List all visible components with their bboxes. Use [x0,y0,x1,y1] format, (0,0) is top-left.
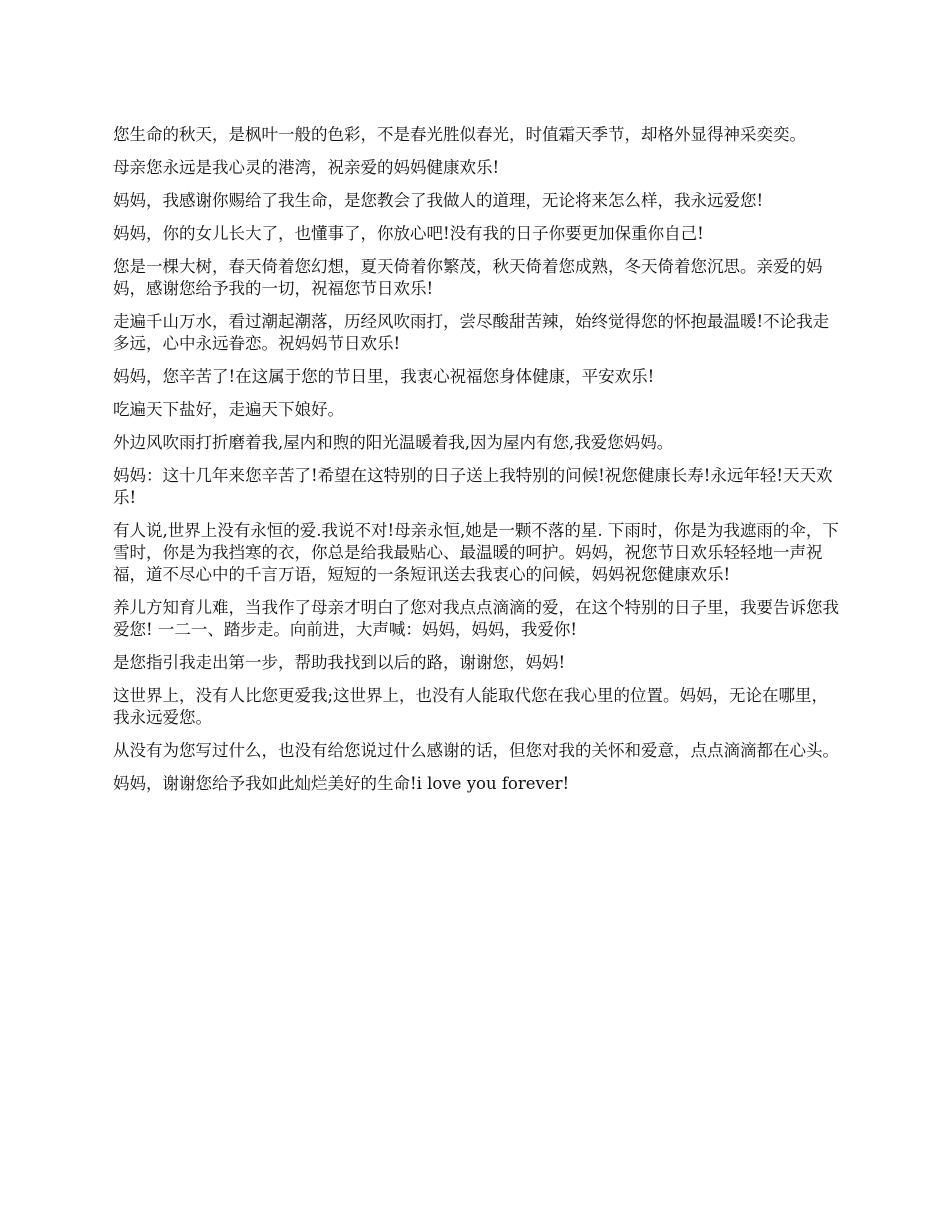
paragraph: 从没有为您写过什么，也没有给您说过什么感谢的话，但您对我的关怀和爱意，点点滴滴都在心头。 [113,741,839,760]
paragraph: 是您指引我走出第一步，帮助我找到以后的路，谢谢您，妈妈! [113,653,566,672]
paragraph: 走遍千山万水，看过潮起潮落，历经风吹雨打，尝尽酸甜苦辣，始终觉得您的怀抱最温暖!不论我走多远，心中永远眷恋。祝妈妈节日欢乐! [113,312,830,353]
paragraph: 有人说,世界上没有永恒的爱.我说不对!母亲永恒,她是一颗不落的星. 下雨时，你是为我遮雨的伞，下雪时，你是为我挡寒的衣，你总是给我最贴心、最温暖的呵护。妈妈，祝您节日欢乐轻轻地一声祝福，道不尽心中的千言万语，短短的一条短讯送去我衷心的问候，妈妈祝您健康欢乐! [113,521,839,584]
paragraph: 母亲您永远是我心灵的港湾，祝亲爱的妈妈健康欢乐! [113,158,500,177]
paragraph: 妈妈，谢谢您给予我如此灿烂美好的生命!i love you forever! [113,774,570,793]
paragraph: 妈妈，您辛苦了!在这属于您的节日里，我衷心祝福您身体健康，平安欢乐! [113,367,655,386]
paragraph: 吃遍天下盐好，走遍天下娘好。 [113,400,344,419]
paragraph: 养儿方知育儿难，当我作了母亲才明白了您对我点点滴滴的爱，在这个特别的日子里，我要告诉您我爱您! 一二一、踏步走。向前进，大声喊：妈妈，妈妈，我爱你! [113,598,839,639]
paragraph: 妈妈：这十几年来您辛苦了!希望在这特别的日子送上我特别的问候!祝您健康长寿!永远年轻!天天欢乐! [113,466,833,507]
paragraph: 妈妈，我感谢你赐给了我生命，是您教会了我做人的道理，无论将来怎么样，我永远爱您! [113,191,764,210]
paragraph: 外边风吹雨打折磨着我,屋内和煦的阳光温暖着我,因为屋内有您,我爱您妈妈。 [113,433,674,452]
paragraph: 您生命的秋天，是枫叶一般的色彩，不是春光胜似春光，时值霜天季节，却格外显得神采奕奕。 [113,125,806,144]
paragraph: 妈妈，你的女儿长大了，也懂事了，你放心吧!没有我的日子你要更加保重你自己! [113,224,704,243]
paragraph: 您是一棵大树，春天倚着您幻想，夏天倚着你繁茂，秋天倚着您成熟，冬天倚着您沉思。亲爱的妈妈，感谢您给予我的一切，祝福您节日欢乐! [113,257,823,298]
document-body [113,124,840,806]
paragraph: 这世界上，没有人比您更爱我;这世界上，也没有人能取代您在我心里的位置。妈妈，无论在哪里，我永远爱您。 [113,686,829,727]
